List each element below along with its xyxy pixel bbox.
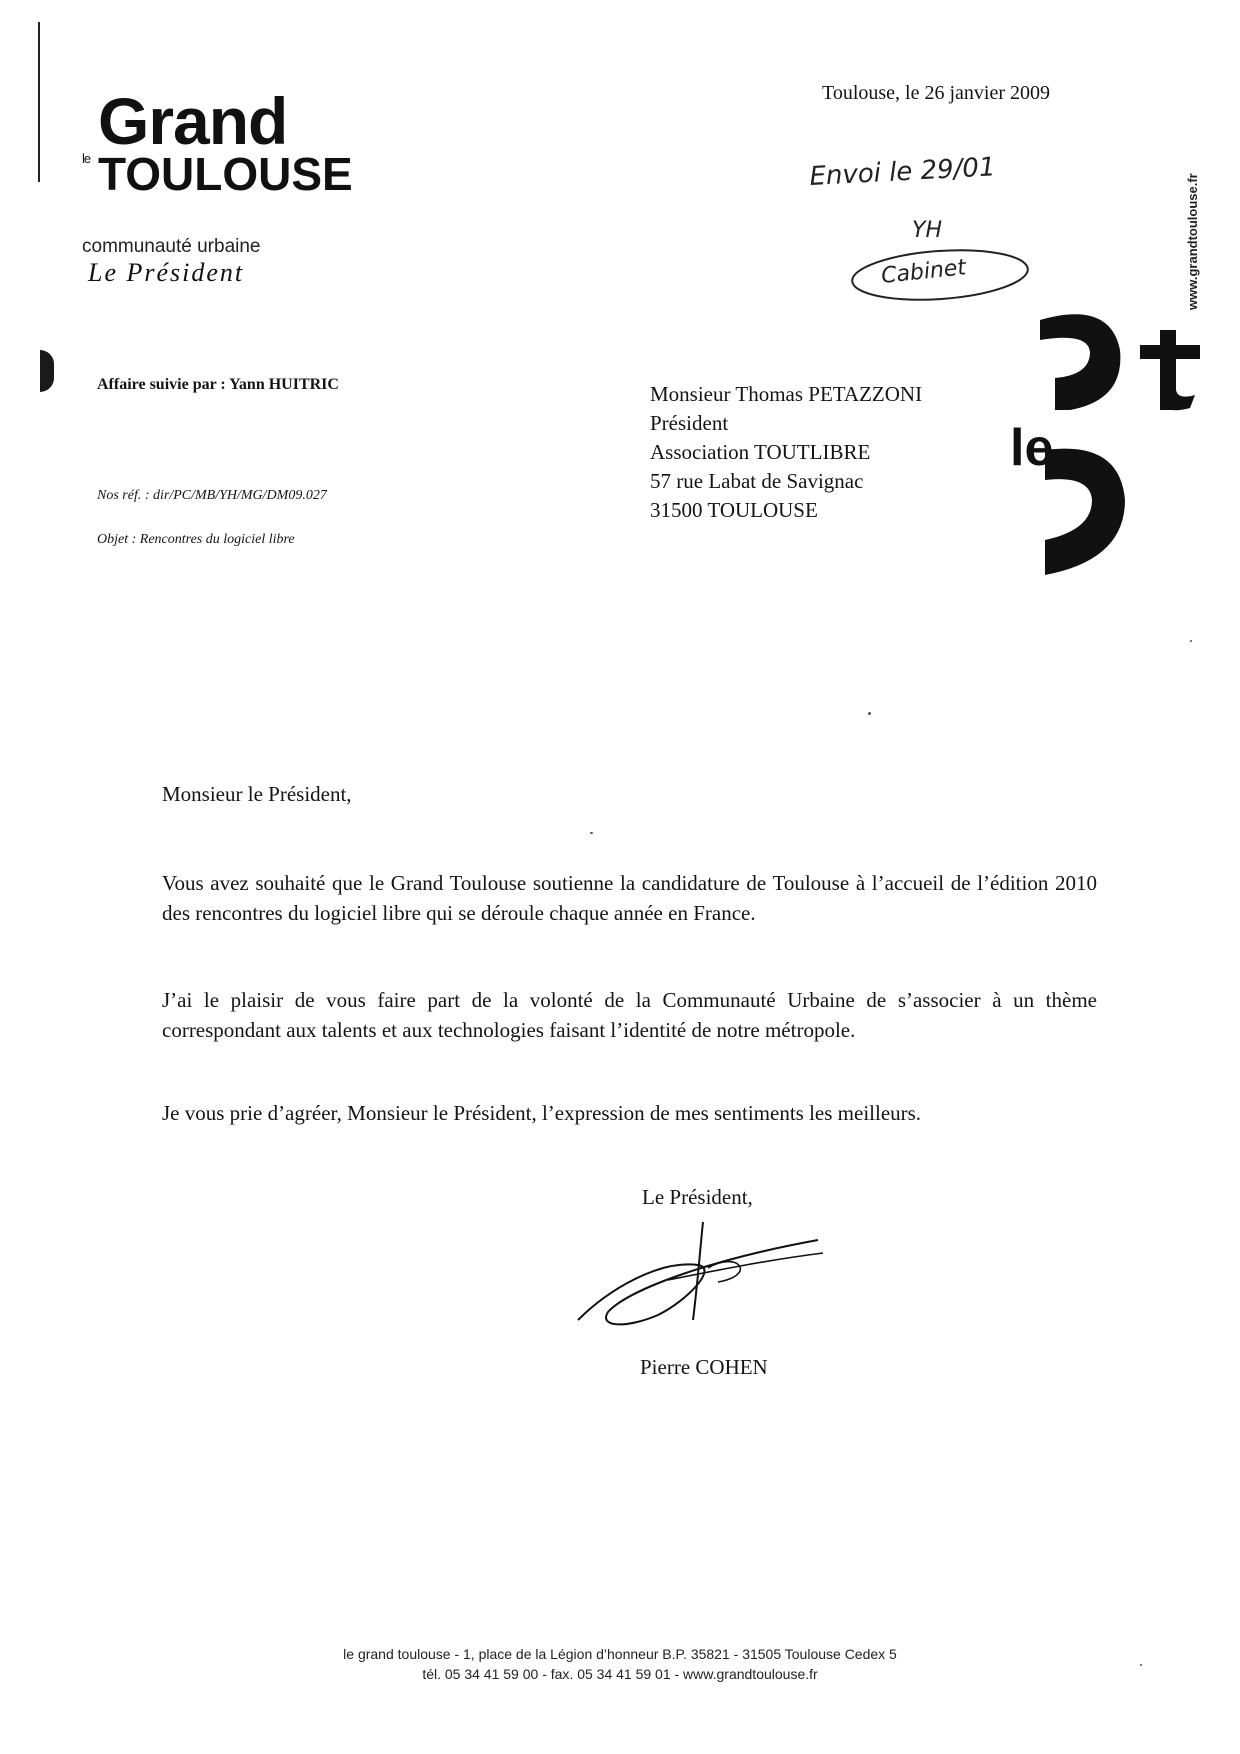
recipient-city: 31500 TOULOUSE: [650, 498, 818, 522]
signature-graphic: [568, 1220, 828, 1335]
signatory-name: Pierre COHEN: [640, 1355, 768, 1379]
subject: Objet : Rencontres du logiciel libre: [97, 532, 295, 547]
recipient-address: [650, 380, 922, 525]
grand-toulouse-logo: [82, 84, 382, 210]
body-paragraph-3: Je vous prie d’agréer, Monsieur le Président, l’expression de mes sentiments les meilleurs.: [162, 1101, 922, 1125]
org-subtitle: communauté urbaine: [82, 236, 261, 257]
logo-line-grand: Grand: [98, 84, 288, 158]
footer-address: le grand toulouse - 1, place de la Légion d’honneur B.P. 35821 - 31505 Toulouse Cedex 5: [343, 1646, 897, 1662]
scan-speck: [590, 832, 593, 834]
logo-line-toulouse: TOULOUSE: [98, 148, 353, 200]
scan-edge-line: [38, 22, 40, 182]
salutation: Monsieur le Président,: [162, 782, 352, 806]
handwritten-annotation: [800, 145, 1060, 315]
org-role: Le Président: [88, 258, 245, 287]
website-vertical: www.grandtoulouse.fr: [1185, 173, 1200, 310]
footer: [0, 1644, 1240, 1684]
followed-by: Affaire suivie par : Yann HUITRIC: [97, 376, 339, 393]
scan-speck: [1190, 640, 1192, 642]
recipient-name: Monsieur Thomas PETAZZONI: [650, 382, 923, 406]
recipient-title: Président: [650, 411, 729, 435]
reference: Nos réf. : dir/PC/MB/YH/MG/DM09.027: [97, 488, 327, 503]
body-paragraph-1: Vous avez souhaité que le Grand Toulouse soutienne la candidature de Toulouse à l’accueil de l’édition 2010 des rencontres du logiciel libre qui se déroule chaque année en France.: [162, 871, 1097, 925]
place-date: Toulouse, le 26 janvier 2009: [822, 82, 1050, 104]
brand-mark-letters: le: [1010, 419, 1054, 477]
logo-prefix: le: [82, 151, 91, 166]
recipient-street: 57 rue Labat de Savignac: [650, 469, 864, 493]
scan-speck: [1140, 1664, 1142, 1666]
handwritten-initials: YH: [912, 218, 942, 243]
footer-contact: tél. 05 34 41 59 00 - fax. 05 34 41 59 01 - www.grandtoulouse.fr: [422, 1666, 818, 1682]
body-paragraph-2: J’ai le plaisir de vous faire part de la volonté de la Communauté Urbaine de s’associer à un thème correspondant aux talents et aux technologies faisant l’identité de notre métropole.: [162, 988, 1097, 1042]
scan-speck: [868, 712, 871, 715]
recipient-organization: Association TOUTLIBRE: [650, 440, 871, 464]
handwritten-send-date: Envoi le 29/01: [808, 152, 997, 192]
punch-mark: [40, 350, 54, 392]
closing-title: Le Président,: [642, 1185, 753, 1209]
handwritten-cabinet: Cabinet: [880, 255, 968, 289]
